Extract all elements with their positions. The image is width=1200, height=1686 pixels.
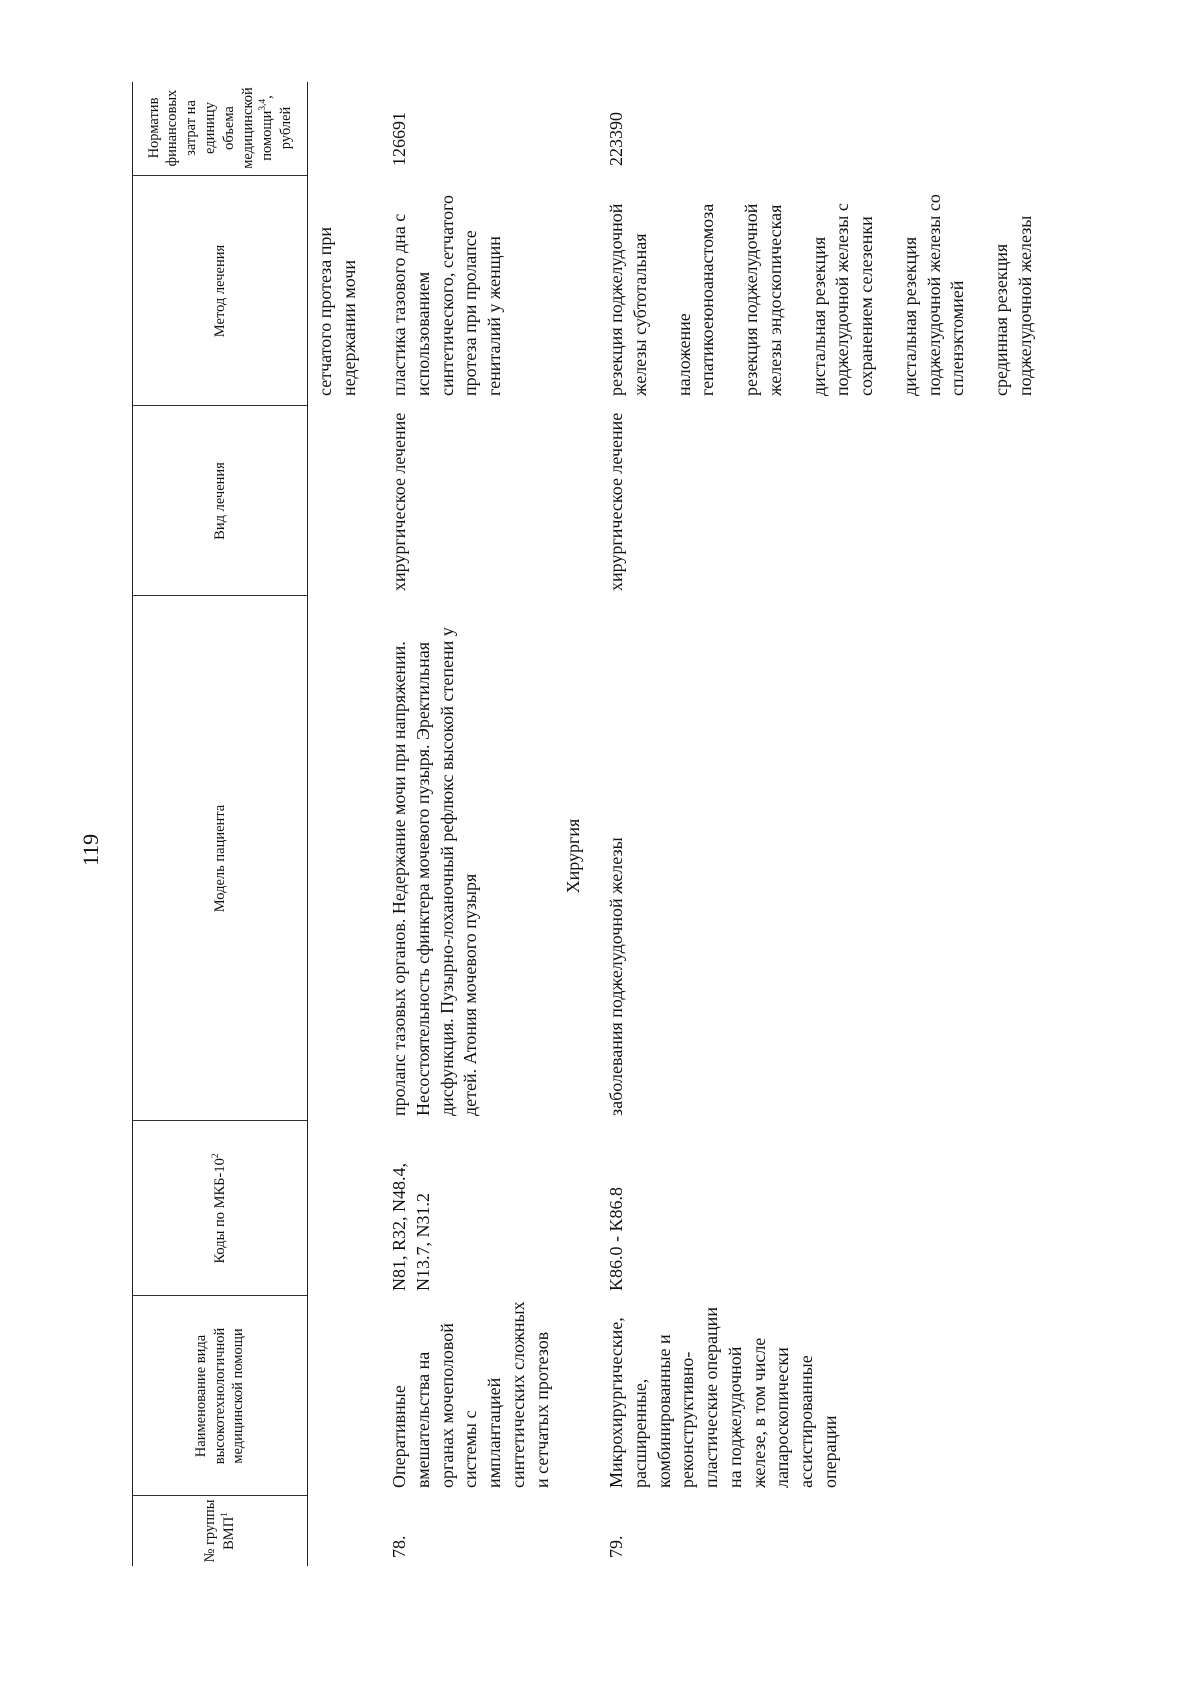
treatment-method: дистальная резекция поджелудочной железы с сохранением селезенки bbox=[808, 203, 876, 396]
header-cost bbox=[140, 82, 300, 174]
treatment-method: наложение гепатикоеюноанастомоза bbox=[673, 203, 718, 396]
footnote-marker: 3,4 bbox=[257, 98, 268, 111]
header-model bbox=[140, 601, 300, 1116]
treatment-type: хирургическое лечение bbox=[606, 412, 626, 591]
header-cost-unit: , рублей bbox=[258, 95, 294, 150]
header-codes-text: Коды по МКБ-10 bbox=[211, 1158, 228, 1264]
column-divider bbox=[132, 1120, 307, 1121]
icd-codes: N81, R32, N48.4, N13.7, N31.2 bbox=[389, 1162, 433, 1291]
patient-model: пролапс тазовых органов. Недержание мочи при напряжении. Несостоятельность сфинктера мочевого пузыря. Эректильная дисфункция. Пузырно-лоханочный рефлюкс высокой степени у детей. Атония мочевого пузыря bbox=[389, 627, 481, 1116]
treatment-type: хирургическое лечение bbox=[389, 412, 409, 591]
row-number: 79. bbox=[606, 1535, 626, 1558]
header-treatment-type bbox=[140, 411, 300, 591]
icd-codes: K86.0 - K86.8 bbox=[606, 1187, 626, 1291]
header-model-text: Модель пациента bbox=[211, 804, 228, 913]
header-codes bbox=[140, 1126, 300, 1291]
header-name bbox=[140, 1301, 300, 1491]
column-divider bbox=[132, 405, 307, 406]
vmp-name: Оперативные вмешательства на органах мочеполовой системы с имплантацией синтетических сложных и сетчатых протезов bbox=[389, 1301, 552, 1488]
header-treatment-type-text: Вид лечения bbox=[211, 462, 228, 540]
row-number: 78. bbox=[389, 1535, 409, 1558]
header-method bbox=[140, 181, 300, 401]
header-method-text: Метод лечения bbox=[211, 244, 228, 338]
page-number: 119 bbox=[78, 833, 103, 866]
column-divider bbox=[132, 175, 307, 176]
treatment-method: резекция поджелудочной железы субтотальная bbox=[606, 203, 650, 396]
header-top-rule bbox=[132, 82, 133, 1566]
treatment-method: срединная резекция поджелудочной железы bbox=[991, 215, 1035, 396]
header-name-text: Наименование вида высокотехнологичной медицинской помощи bbox=[192, 1327, 247, 1465]
patient-model: заболевания поджелудочной железы bbox=[606, 837, 626, 1116]
footnote-marker: 2 bbox=[210, 1153, 221, 1159]
footnote-marker: 1 bbox=[220, 1512, 231, 1517]
cost-value: 223390 bbox=[606, 112, 626, 166]
header-cost-text: Норматив финансовых затрат на единицу объема медицинской помощи bbox=[145, 87, 275, 169]
treatment-methods bbox=[605, 171, 1038, 396]
treatment-method: дистальная резекция поджелудочной железы со спленэктомией bbox=[899, 194, 968, 396]
treatment-method: резекция поджелудочной железы эндоскопическая bbox=[741, 203, 785, 396]
section-title: Хирургия bbox=[563, 818, 583, 894]
cost-value: 126691 bbox=[389, 112, 409, 166]
header-bottom-rule bbox=[307, 82, 308, 1566]
header-group-no bbox=[140, 1496, 300, 1566]
treatment-method: пластика тазового дна с использованием синтетического, сетчатого протеза при пролапсе гениталий у женщин bbox=[389, 194, 504, 396]
treatment-methods bbox=[388, 181, 507, 396]
vmp-name: Микрохирургические, расширенные, комбинированные и реконструктивно-пластические операции на поджелудочной железе, в том числе лапароскопически ассистированные операции bbox=[606, 1307, 840, 1488]
header-group-no-text: № группы ВМП bbox=[202, 1499, 237, 1563]
column-divider bbox=[132, 595, 307, 596]
column-divider bbox=[132, 1295, 307, 1296]
continued-method: сетчатого протеза при недержании мочи bbox=[315, 226, 359, 396]
